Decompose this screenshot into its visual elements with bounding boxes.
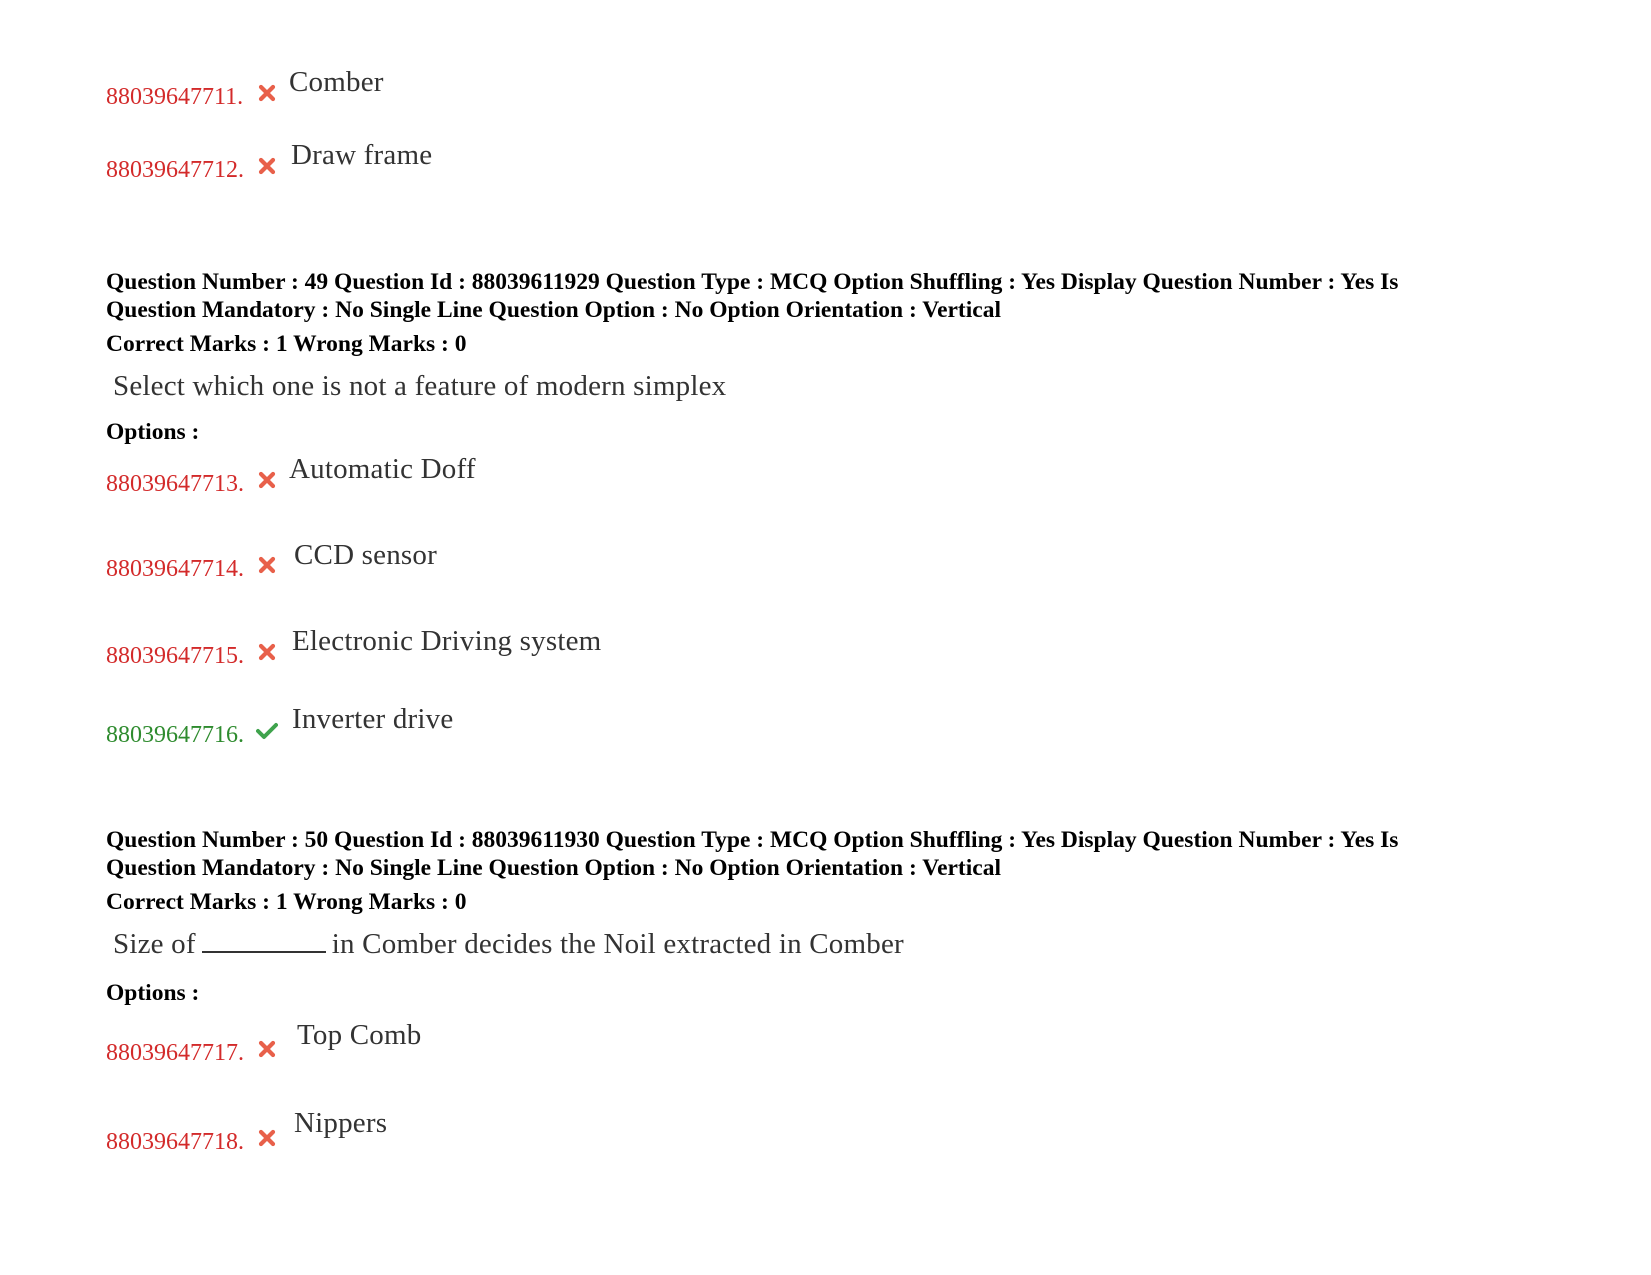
question-49-marks: Correct Marks : 1 Wrong Marks : 0 [106,331,467,357]
options-label: Options : [106,980,200,1006]
option-text: Nippers [294,1107,388,1139]
option-id: 88039647714. [106,556,244,582]
question-meta-line: Question Mandatory : No Single Line Question Option : No Option Orientation : Vertical [106,297,1001,323]
option-text: Comber [289,66,384,98]
question-meta-line: Question Mandatory : No Single Line Question Option : No Option Orientation : Vertical [106,855,1001,881]
option-id: 88039647718. [106,1129,244,1155]
option-text: CCD sensor [294,539,437,571]
option-id: 88039647716. [106,722,244,748]
option-text: Electronic Driving system [292,625,602,657]
option-id: 88039647717. [106,1040,244,1066]
question-meta-line: Question Number : 49 Question Id : 88039611929 Question Type : MCQ Option Shuffling : Yes Display Question Number : Yes Is [106,269,1399,295]
option-text: Top Comb [297,1019,422,1051]
option-text: Inverter drive [292,703,454,735]
fill-in-blank [202,929,326,953]
question-50-meta [106,826,1546,882]
option-text: Draw frame [291,139,433,171]
question-50-text [113,929,904,959]
question-text-part: Size of [113,928,196,960]
question-49-text: Select which one is not a feature of modern simplex [113,370,727,402]
cross-icon [258,1040,276,1058]
option-id: 88039647712. [106,157,244,183]
question-text-part: in Comber decides the Noil extracted in Comber [331,928,904,960]
question-49-meta [106,268,1546,324]
question-meta-line: Question Number : 50 Question Id : 88039611930 Question Type : MCQ Option Shuffling : Yes Display Question Number : Yes Is [106,827,1399,853]
option-id: 88039647711. [106,84,244,110]
cross-icon [258,556,276,574]
option-id: 88039647715. [106,643,244,669]
check-icon [256,722,278,740]
cross-icon [258,643,276,661]
cross-icon [258,1129,276,1147]
cross-icon [258,84,276,102]
option-text: Automatic Doff [289,453,476,485]
options-label: Options : [106,419,200,445]
question-50-marks: Correct Marks : 1 Wrong Marks : 0 [106,889,467,915]
option-id: 88039647713. [106,471,244,497]
cross-icon [258,157,276,175]
cross-icon [258,471,276,489]
